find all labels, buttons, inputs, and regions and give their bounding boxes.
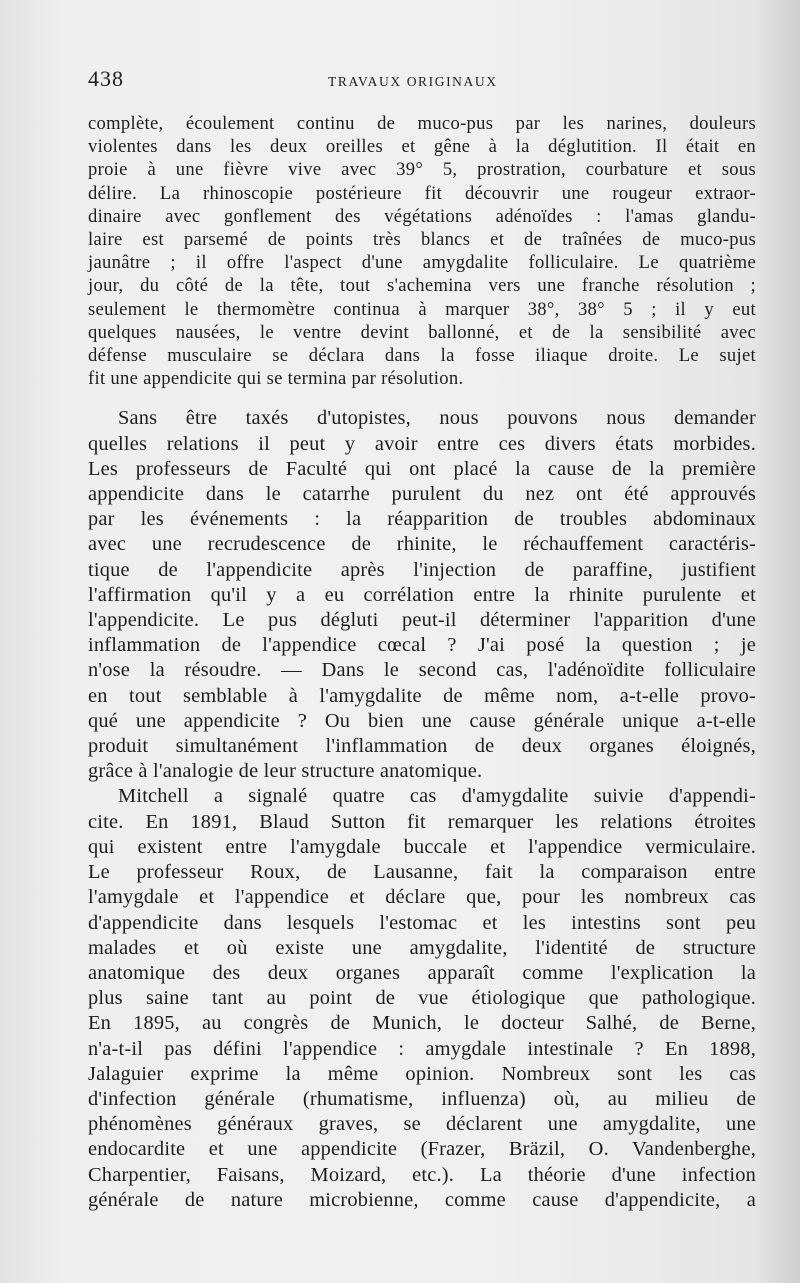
- body-text: [88, 112, 756, 1213]
- text-line: inflammation de l'appendice cœcal ? J'ai posé la question ; je: [88, 634, 756, 657]
- text-line: jour, du côté de la tête, tout s'achemina vers une franche résolution ;: [88, 275, 756, 297]
- text-line: d'appendicite dans lesquels l'estomac et les intestins sont peu: [88, 911, 756, 934]
- text-line: avec une recrudescence de rhinite, le réchauffement caractéris-: [88, 533, 756, 556]
- text-line: défense musculaire se déclara dans la fosse iliaque droite. Le sujet: [88, 345, 756, 367]
- text-line: générale de nature microbienne, comme cause d'appendicite, a: [88, 1188, 756, 1211]
- text-line: proie à une fièvre vive avec 39° 5, prostration, courbature et sous: [88, 159, 756, 181]
- text-line: phénomènes généraux graves, se déclarent une amygdalite, une: [88, 1113, 756, 1136]
- text-line: grâce à l'analogie de leur structure anatomique.: [88, 760, 483, 783]
- paragraph-discussion: [88, 406, 756, 1213]
- text-line: par les événements : la réapparition de troubles abdominaux: [88, 508, 756, 531]
- text-line: tique de l'appendicite après l'injection de paraffine, justifient: [88, 558, 756, 581]
- text-line: qui existent entre l'amygdale buccale et l'appendice vermiculaire.: [88, 835, 756, 858]
- text-line: fit une appendicite qui se termina par résolution.: [88, 368, 464, 390]
- text-line: complète, écoulement continu de muco-pus par les narines, douleurs: [88, 113, 756, 134]
- text-line: Charpentier, Faisans, Moizard, etc.). La théorie d'une infection: [88, 1163, 756, 1186]
- paragraph-case-description: [88, 112, 756, 390]
- text-line: l'appendicite. Le pus dégluti peut-il déterminer l'apparition d'une: [88, 609, 756, 632]
- text-line: n'a-t-il pas défini l'appendice : amygdale intestinale ? En 1898,: [88, 1037, 756, 1060]
- text-line: l'amygdale et l'appendice et déclare que, pour les nombreux cas: [88, 886, 756, 909]
- text-line: violentes dans les deux oreilles et gêne à la déglutition. Il était en: [88, 136, 756, 158]
- text-line: dinaire avec gonflement des végétations adénoïdes : l'amas glandu-: [88, 205, 756, 227]
- text-line: laire est parsemé de points très blancs et de traînées de muco-pus: [88, 229, 756, 251]
- text-line: d'infection générale (rhumatisme, influenza) où, au milieu de: [88, 1087, 756, 1110]
- text-line: quelques nausées, le ventre devint ballonné, et de la sensibilité avec: [88, 321, 756, 343]
- text-line: appendicite dans le catarrhe purulent du nez ont été approuvés: [88, 483, 756, 506]
- text-line: Les professeurs de Faculté qui ont placé la cause de la première: [88, 457, 756, 480]
- text-line: anatomique des deux organes apparaît comme l'explication la: [88, 961, 756, 984]
- text-line: seulement le thermomètre continua à marquer 38°, 38° 5 ; il y eut: [88, 298, 756, 320]
- text-line: Mitchell a signalé quatre cas d'amygdalite suivie d'appendi-: [118, 785, 756, 808]
- text-line: l'affirmation qu'il y a eu corrélation entre la rhinite purulente et: [88, 583, 756, 606]
- text-line: quelles relations il peut y avoir entre ces divers états morbides.: [88, 432, 756, 455]
- text-line: cite. En 1891, Blaud Sutton fit remarquer les relations étroites: [88, 810, 756, 833]
- text-line: produit simultanément l'inflammation de deux organes éloignés,: [88, 735, 756, 758]
- page-header: [88, 66, 758, 96]
- text-line: qué une appendicite ? Ou bien une cause générale unique a-t-elle: [88, 709, 756, 732]
- text-line: Jalaguier exprime la même opinion. Nombreux sont les cas: [88, 1062, 756, 1085]
- text-line: plus saine tant au point de vue étiologique que pathologique.: [88, 987, 756, 1010]
- running-head: TRAVAUX ORIGINAUX: [328, 74, 498, 89]
- text-line: en tout semblable à l'amygdalite de même nom, a-t-elle provo-: [88, 684, 756, 707]
- text-line: jaunâtre ; il offre l'aspect d'une amygdalite folliculaire. Le quatrième: [88, 252, 756, 274]
- text-line: n'ose la résoudre. — Dans le second cas, l'adénoïdite folliculaire: [88, 659, 756, 682]
- text-line: malades et où existe une amygdalite, l'identité de structure: [88, 936, 756, 959]
- text-line: Sans être taxés d'utopistes, nous pouvons nous demander: [118, 407, 756, 430]
- text-line: endocardite et une appendicite (Frazer, Bräzil, O. Vandenberghe,: [88, 1138, 756, 1161]
- page-number: 438: [88, 66, 124, 91]
- text-line: délire. La rhinoscopie postérieure fit découvrir une rougeur extraor-: [88, 182, 756, 204]
- text-line: Le professeur Roux, de Lausanne, fait la comparaison entre: [88, 861, 756, 884]
- text-line: En 1895, au congrès de Munich, le docteur Salhé, de Berne,: [88, 1012, 756, 1035]
